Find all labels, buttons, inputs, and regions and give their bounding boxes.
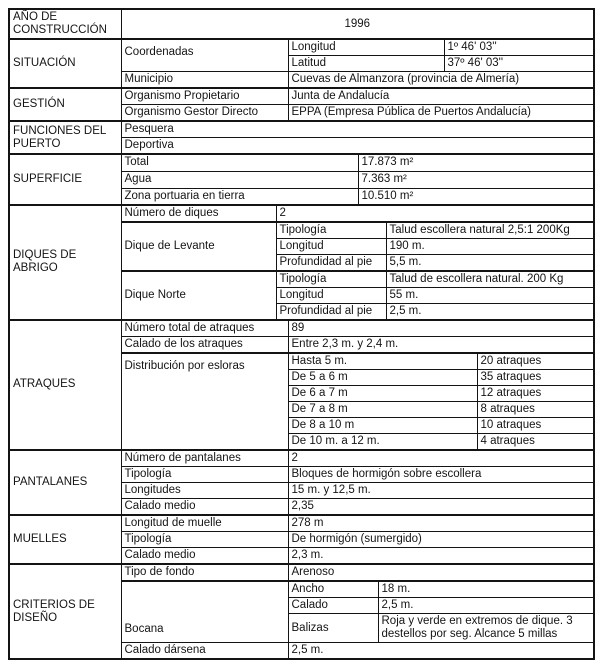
section-situacion-label: SITUACIÓN [9,39,121,88]
numero-atraques-value: 89 [288,320,594,337]
eslora-count: 35 atraques [477,370,594,386]
calado-atraques-label: Calado de los atraques [121,337,288,354]
levante-longitud-value: 190 m. [386,238,594,254]
section-diques-label: DIQUES DE ABRIGO [9,205,121,320]
muelles-longitud-value: 278 m [288,515,594,532]
norte-longitud-label: Longitud [276,287,386,303]
norte-profundidad-label: Profundidad al pie [276,303,386,320]
levante-longitud-label: Longitud [276,238,386,254]
bocana-balizas-label: Balizas [288,614,378,643]
numero-atraques-label: Número total de atraques [121,320,288,337]
section-gestion-label: GESTIÓN [9,88,121,121]
eslora-range: De 10 m. a 12 m. [288,434,477,451]
muelles-longitud-label: Longitud de muelle [121,515,288,532]
municipio-label: Municipio [121,72,288,89]
port-specs-table [8,8,595,660]
section-criterios-label: CRITERIOS DE DISEÑO [9,564,121,659]
pantalanes-longitudes-label: Longitudes [121,483,288,499]
eslora-range: De 8 a 10 m [288,418,477,434]
section-funciones-label: FUNCIONES DEL PUERTO [9,121,121,154]
organismo-propietario-label: Organismo Propietario [121,88,288,105]
dique-levante-label: Dique de Levante [121,222,276,271]
section-atraques-label: ATRAQUES [9,320,121,451]
bocana-balizas-value: Roja y verde en extremos de dique. 3 destellos por seg. Alcance 5 millas [378,614,594,643]
longitud-label: Longitud [288,39,444,56]
tipo-fondo-label: Tipo de fondo [121,564,288,581]
eslora-count: 12 atraques [477,386,594,402]
pantalanes-calado-label: Calado medio [121,499,288,516]
organismo-propietario-value: Junta de Andalucía [288,88,594,105]
dique-norte-label: Dique Norte [121,271,276,320]
organismo-gestor-value: EPPA (Empresa Pública de Puertos Andalucía) [288,105,594,122]
norte-profundidad-value: 2,5 m. [386,303,594,320]
eslora-count: 20 atraques [477,353,594,370]
levante-tipologia-value: Talud escollera natural 2,5:1 200Kg [386,222,594,239]
section-ano-label: AÑO DE CONSTRUCCIÓN [9,9,121,39]
calado-darsena-label: Calado dársena [121,643,288,660]
eslora-count: 8 atraques [477,402,594,418]
levante-profundidad-label: Profundidad al pie [276,254,386,271]
tipo-fondo-value: Arenoso [288,564,594,581]
eslora-range: De 6 a 7 m [288,386,477,402]
distribucion-esloras-label: Distribución por esloras [121,353,288,450]
muelles-calado-value: 2,3 m. [288,548,594,565]
numero-pantalanes-value: 2 [288,450,594,467]
numero-diques-label: Número de diques [121,205,276,222]
bocana-ancho-value: 18 m. [378,581,594,598]
superficie-agua-label: Agua [121,171,358,188]
funcion-pesquera: Pesquera [121,121,594,138]
funcion-deportiva: Deportiva [121,138,594,155]
muelles-tipologia-value: De hormigón (sumergido) [288,532,594,548]
eslora-range: De 7 a 8 m [288,402,477,418]
eslora-count: 4 atraques [477,434,594,451]
bocana-calado-value: 2,5 m. [378,598,594,614]
coordenadas-label: Coordenadas [121,39,288,72]
numero-diques-value: 2 [276,205,594,222]
ano-value: 1996 [121,9,594,39]
organismo-gestor-label: Organismo Gestor Directo [121,105,288,122]
latitud-value: 37º 46' 03'' [444,56,594,72]
eslora-range: Hasta 5 m. [288,353,477,370]
superficie-tierra-label: Zona portuaria en tierra [121,188,358,205]
pantalanes-tipologia-label: Tipología [121,467,288,483]
bocana-label: Bocana [121,581,288,643]
bocana-calado-label: Calado [288,598,378,614]
pantalanes-calado-value: 2,35 [288,499,594,516]
calado-atraques-value: Entre 2,3 m. y 2,4 m. [288,337,594,354]
calado-darsena-value: 2,5 m. [288,643,594,660]
norte-tipologia-value: Talud de escollera natural. 200 Kg [386,271,594,288]
levante-profundidad-value: 5,5 m. [386,254,594,271]
superficie-total-value: 17.873 m² [358,154,594,171]
norte-tipologia-label: Tipología [276,271,386,288]
eslora-range: De 5 a 6 m [288,370,477,386]
norte-longitud-value: 55 m. [386,287,594,303]
eslora-count: 10 atraques [477,418,594,434]
pantalanes-longitudes-value: 15 m. y 12,5 m. [288,483,594,499]
numero-pantalanes-label: Número de pantalanes [121,450,288,467]
section-superficie-label: SUPERFICIE [9,154,121,205]
municipio-value: Cuevas de Almanzora (provincia de Almería) [288,72,594,89]
section-muelles-label: MUELLES [9,515,121,564]
superficie-agua-value: 7.363 m² [358,171,594,188]
pantalanes-tipologia-value: Bloques de hormigón sobre escollera [288,467,594,483]
superficie-total-label: Total [121,154,358,171]
longitud-value: 1º 46' 03'' [444,39,594,56]
levante-tipologia-label: Tipología [276,222,386,239]
muelles-tipologia-label: Tipología [121,532,288,548]
bocana-ancho-label: Ancho [288,581,378,598]
superficie-tierra-value: 10.510 m² [358,188,594,205]
latitud-label: Latitud [288,56,444,72]
section-pantalanes-label: PANTALANES [9,450,121,515]
muelles-calado-label: Calado medio [121,548,288,565]
